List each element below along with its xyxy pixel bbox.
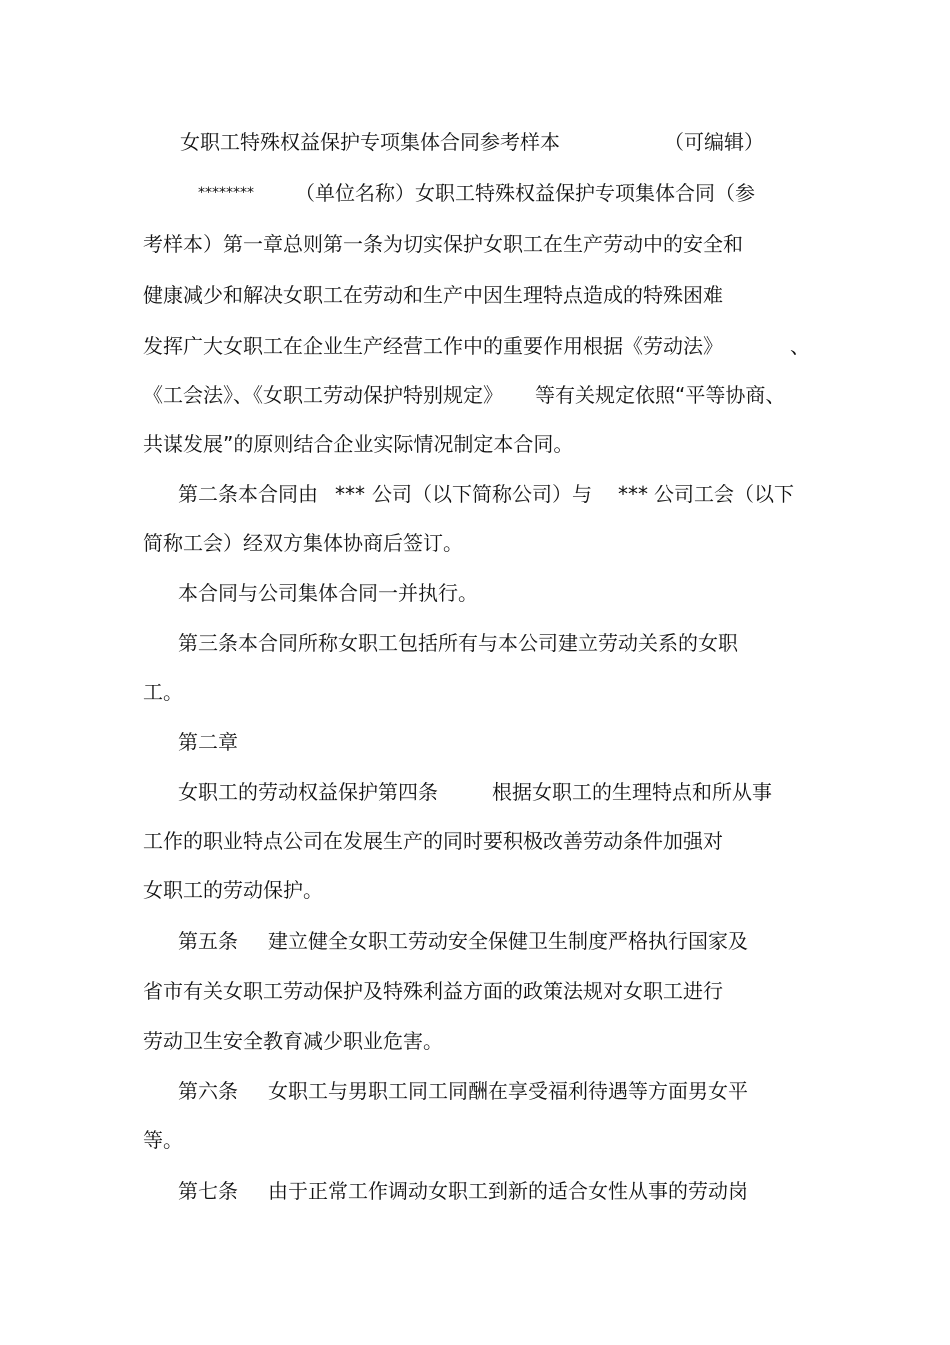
text-line: 、 [790,334,810,358]
text-line: *** [618,482,648,506]
text-line: 省市有关女职工劳动保护及特殊利益方面的政策法规对女职工进行 [143,979,723,1003]
text-line: 等有关规定依照“平等协商、 [535,383,786,407]
document-title-suffix: （可编辑） [664,130,764,154]
text-line: 《工会法》、《女职工劳动保护特别规定》 [143,383,503,407]
text-line: 由于正常工作调动女职工到新的适合女性从事的劳动岗 [268,1179,748,1203]
text-line: 考样本）第一章总则第一条为切实保护女职工在生产劳动中的安全和 [143,232,743,256]
text-line: 共谋发展”的原则结合企业实际情况制定本合同。 [143,432,574,456]
text-line: 等。 [143,1128,183,1152]
text-line: 女职工的劳动权益保护第四条 [178,780,438,804]
text-line: 第二条本合同由 [178,482,318,506]
text-line: 本合同与公司集体合同一并执行。 [178,581,478,605]
text-line: 建立健全女职工劳动安全保健卫生制度严格执行国家及 [268,929,748,953]
text-line: 发挥广大女职工在企业生产经营工作中的重要作用根据《劳动法》 [143,334,723,358]
text-line: 简称工会）经双方集体协商后签订。 [143,531,463,555]
text-line: 劳动卫生安全教育减少职业危害。 [143,1029,443,1053]
text-line: 公司工会（以下 [654,482,794,506]
text-line: ******** [198,185,254,201]
text-line: （单位名称）女职工特殊权益保护专项集体合同（参 [295,181,755,205]
text-line: 健康减少和解决女职工在劳动和生产中因生理特点造成的特殊困难 [143,283,723,307]
text-line: 工作的职业特点公司在发展生产的同时要积极改善劳动条件加强对 [143,829,723,853]
text-line: 根据女职工的生理特点和所从事 [492,780,772,804]
text-line: 第六条 [178,1079,238,1103]
text-line: 女职工与男职工同工同酬在享受福利待遇等方面男女平 [268,1079,748,1103]
text-line: 第三条本合同所称女职工包括所有与本公司建立劳动关系的女职 [178,631,738,655]
text-line: 第七条 [178,1179,238,1203]
document-title: 女职工特殊权益保护专项集体合同参考样本 [180,130,560,154]
text-line: 公司（以下简称公司）与 [372,482,592,506]
text-line: 第五条 [178,929,238,953]
text-line: *** [335,482,365,506]
text-line: 工。 [143,680,183,704]
chapter-heading: 第二章 [178,730,238,754]
text-line: 女职工的劳动保护。 [143,878,323,902]
